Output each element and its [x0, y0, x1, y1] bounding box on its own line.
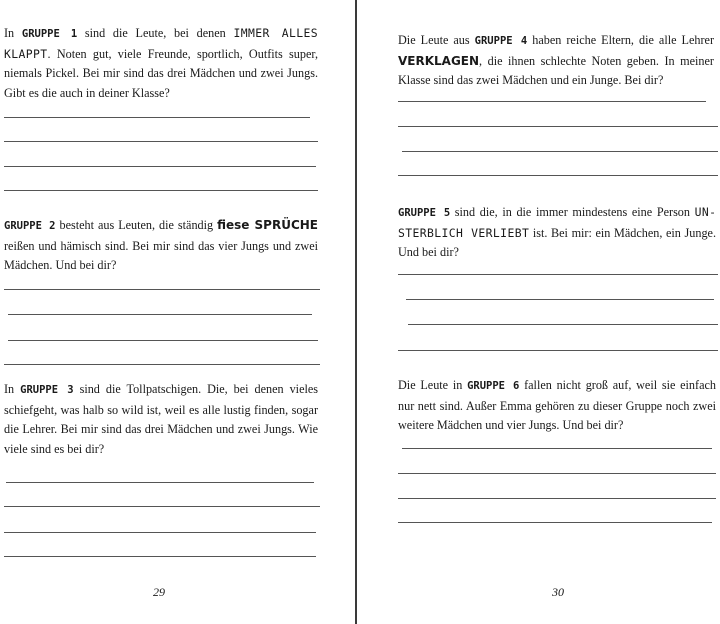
handwritten-phrase: UNSTERBLICH VERLIEBT [398, 205, 717, 240]
answer-line[interactable] [8, 340, 318, 341]
text-run: , die ihnen schlechte Noten geben. In meiner Klasse sind das zwei Mädchen und ein Junge. Bei dir? [398, 53, 714, 88]
answer-line[interactable] [398, 473, 716, 474]
handwritten-phrase: fiese SPRÜCHE [217, 218, 318, 232]
answer-line[interactable] [4, 556, 316, 557]
text-run: besteht aus Leuten, die ständig [55, 218, 218, 232]
text-run: ist. Bei mir: ein Mädchen, ein Junge. Und bei dir? [398, 225, 717, 260]
group-6-text [398, 376, 716, 436]
group-6-label: GRUPPE 6 [467, 380, 520, 392]
answer-line[interactable] [4, 117, 310, 118]
answer-line[interactable] [406, 299, 714, 300]
answer-line[interactable] [4, 506, 320, 507]
right-page [357, 0, 720, 624]
group-2-text [4, 216, 318, 276]
answer-line[interactable] [398, 522, 712, 523]
text-run: sind die, in die immer mindestens eine Person [450, 205, 695, 219]
page-number: 30 [552, 585, 564, 599]
answer-line[interactable] [4, 190, 318, 191]
answer-line[interactable] [402, 151, 718, 152]
text-run: sind die Tollpatschigen. Die, bei denen vieles schiefgeht, was halb so wild ist, weil es alle lustig finden, sogar die Lehrer. Bei mir sind das drei Mädchen und zwei Jungs. Wie viele sind es bei dir? [4, 382, 319, 456]
handwritten-phrase: IMMER ALLES KLAPPT [4, 26, 318, 61]
text-run: Die Leute aus [398, 33, 475, 47]
text-run: haben reiche Eltern, die alle Lehrer [527, 33, 714, 47]
group-2-label: GRUPPE 2 [4, 220, 56, 232]
answer-line[interactable] [398, 274, 718, 275]
group-1-label: GRUPPE 1 [21, 28, 78, 40]
group-3-label: GRUPPE 3 [20, 384, 74, 396]
answer-line[interactable] [4, 532, 316, 533]
answer-line[interactable] [398, 126, 718, 127]
group-4-label: GRUPPE 4 [474, 35, 528, 47]
answer-line[interactable] [8, 314, 312, 315]
group-1-text [4, 24, 318, 103]
answer-line[interactable] [4, 289, 320, 290]
text-run: Die Leute in [398, 378, 468, 392]
left-page [0, 0, 356, 624]
group-3-text [4, 380, 318, 459]
handwritten-phrase: VERKLAGEN [398, 53, 480, 68]
page-number: 29 [153, 585, 165, 599]
answer-line[interactable] [398, 498, 716, 499]
text-run: sind die Leute, bei denen [77, 26, 234, 40]
answer-line[interactable] [402, 448, 712, 449]
answer-line[interactable] [4, 141, 318, 142]
answer-line[interactable] [408, 324, 718, 325]
group-5-label: GRUPPE 5 [398, 207, 451, 219]
text-run: reißen und hämisch sind. Bei mir sind das vier Jungs und zwei Mädchen. Und bei dir? [4, 238, 318, 273]
group-4-text [398, 31, 714, 91]
answer-line[interactable] [6, 482, 314, 483]
text-run: fallen nicht groß auf, weil sie einfach nur nett sind. Außer Emma gehören zu dieser Gruppe noch zwei weitere Mädchen und vier Jungs. Und bei dir? [398, 378, 716, 433]
group-5-text [398, 203, 716, 263]
text-run: In [4, 382, 21, 396]
answer-line[interactable] [398, 101, 706, 102]
answer-line[interactable] [4, 166, 316, 167]
answer-line[interactable] [398, 175, 718, 176]
text-run: In [4, 26, 22, 40]
answer-line[interactable] [398, 350, 718, 351]
text-run: . Noten gut, viele Freunde, sportlich, Outfits super, niemals Pickel. Bei mir sind das drei Mädchen und zwei Jungs. Gibt es die auch in deiner Klasse? [4, 46, 318, 100]
answer-line[interactable] [4, 364, 320, 365]
